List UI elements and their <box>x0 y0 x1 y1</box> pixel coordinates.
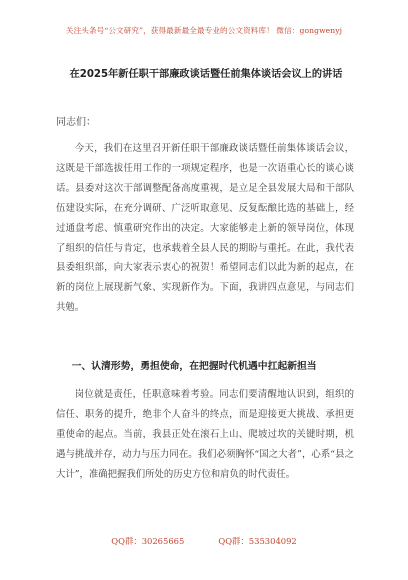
footer-qq-2: QQ群：535304092 <box>218 536 297 546</box>
paragraph-section-1: 岗位就是责任，任职意味着考验。同志们要清醒地认识到，组织的信任、职务的提升，绝非个人奋斗的终点，而是迎接更大挑战、承担更重使命的起点。当前，我县正处在滚石上山、爬坡过坎的关键时期，机遇与挑战并存，动力与压力同在。我们必须胸怀“国之大者”，心系“县之大计”，准确把握我们所处的历史方位和肩负的时代责任。 <box>56 389 354 480</box>
footer-qq-groups <box>0 535 408 547</box>
section-heading-1: 一、认清形势，勇担使命，在把握时代机遇中扛起新担当 <box>71 361 317 372</box>
document-title: 在2025年新任职干部廉政谈话暨任前集体谈话会议上的讲话 <box>69 69 343 80</box>
paragraph-intro: 今天，我们在这里召开新任职干部廉政谈话暨任前集体谈话会议，这既是干部选拔任用工作的一项规定程序，也是一次语重心长的谈心谈话。县委对这次干部调整配备高度重视，是立足全县发展大局和干部队伍建设实际，在充分调研、广泛听取意见、反复酝酿比选的基础上，经过通盘考虑、慎重研究作出的决定。大家能够走上新的领导岗位，体现了组织的信任与肯定，也承载着全县人民的期盼与重托。在此，我代表县委组织部，向大家表示衷心的祝贺！希望同志们以此为新的起点，在新的岗位上展现新气象、实现新作为。下面，我讲四点意见，与同志们共勉。 <box>56 143 354 314</box>
salutation: 同志们： <box>56 117 96 128</box>
footer-qq-1: QQ群：30265665 <box>111 536 185 546</box>
header-banner: 关注头条号“公文研究”，获得最新最全最专业的公文资料库！ 微信：gongwenyj <box>65 26 343 35</box>
